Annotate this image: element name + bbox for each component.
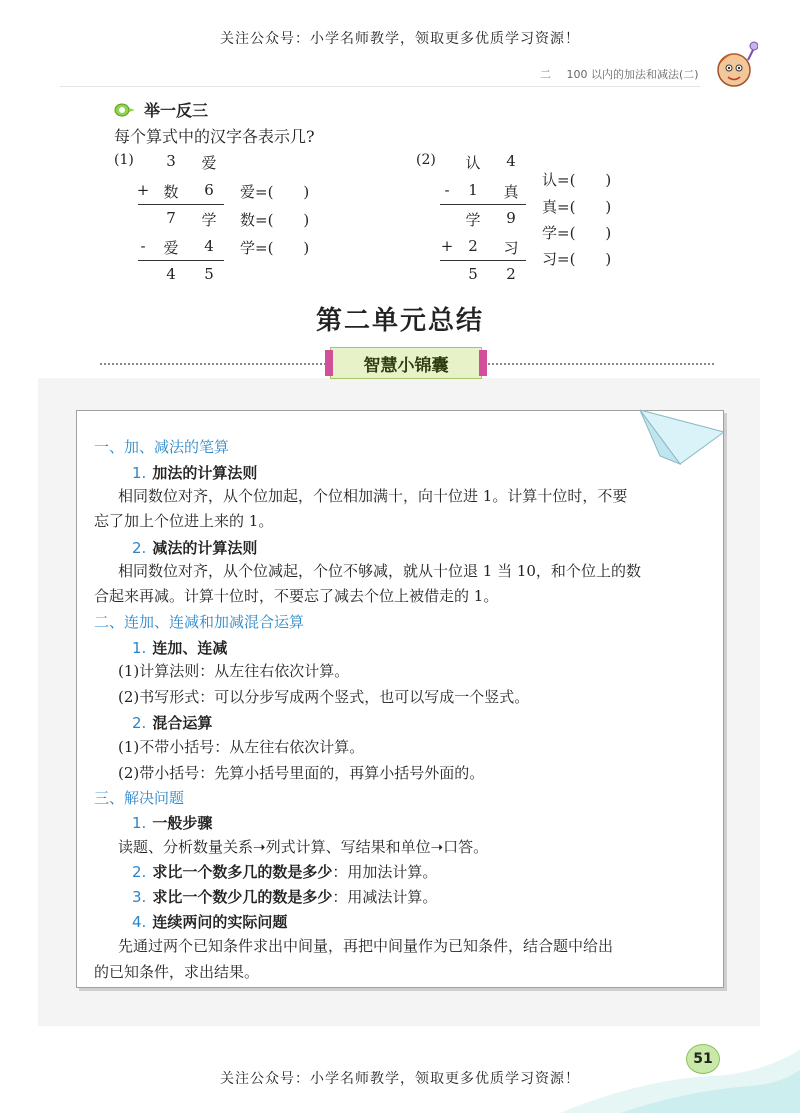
body-text: 合起来再减。计算十位时，不要忘了减去个位上被借走的 1。 [94, 587, 499, 605]
calc-cell: 9 [506, 209, 516, 227]
calc-cell: - [444, 181, 450, 199]
answer-blank[interactable]: 习=( ) [542, 250, 612, 268]
calc-cell: 4 [204, 237, 214, 255]
folded-corner-icon [640, 406, 726, 466]
subsection-title: 减法的计算法则 [152, 539, 258, 557]
body-text: (2)书写形式：可以分步写成两个竖式，也可以写成一个竖式。 [118, 688, 530, 706]
subsection-description: ：用减法计算。 [332, 888, 438, 906]
calc-cell: 2 [506, 265, 516, 283]
subsection-number: 1. [132, 464, 147, 482]
unit-summary-title: 第二单元总结 [315, 306, 484, 336]
body-text: 读题、分析数量关系➝列式计算、写结果和单位➝口答。 [118, 838, 489, 856]
calc-cell: 4 [166, 265, 176, 283]
answer-blank[interactable]: 爱=( ) [240, 183, 310, 201]
subsection-number: 4. [132, 913, 147, 931]
section-heading: 二、连加、连减和加减混合运算 [94, 613, 305, 631]
answer-blank[interactable]: 数=( ) [240, 211, 310, 229]
body-text: 相同数位对齐，从个位减起，个位不够减，就从十位退 1 当 10，和个位上的数 [118, 562, 641, 580]
exercise-header [114, 98, 208, 121]
problem-1-label: (1) [114, 152, 134, 168]
header-divider [60, 86, 700, 87]
calc-cell: 学 [201, 211, 217, 229]
answer-blank[interactable]: 学=( ) [240, 239, 310, 257]
subsection-heading [132, 637, 227, 658]
calc-cell: 5 [468, 265, 478, 283]
answer-blank[interactable]: 真=( ) [542, 198, 612, 216]
tip-banner-title: 智慧小锦囊 [363, 355, 449, 376]
calc-cell: 6 [204, 181, 214, 199]
subsection-heading [132, 911, 287, 932]
calc-divider [138, 260, 224, 261]
subsection-heading [132, 812, 212, 833]
body-text: (2)带小括号：先算小括号里面的，再算小括号外面的。 [118, 764, 485, 782]
calc-divider [440, 204, 526, 205]
banner-ribbon-left [325, 350, 333, 376]
page-number: 51 [686, 1044, 720, 1074]
calc-cell: 真 [503, 183, 519, 201]
subsection-heading [132, 861, 437, 882]
calc-divider [138, 204, 224, 205]
calc-cell: 数 [163, 183, 179, 201]
subsection-heading [132, 462, 257, 483]
section-heading: 三、解决问题 [94, 789, 185, 807]
subsection-number: 1. [132, 814, 147, 832]
calc-cell: 7 [166, 209, 176, 227]
subsection-number: 1. [132, 639, 147, 657]
calc-cell: + [440, 237, 454, 255]
chapter-header [540, 66, 699, 82]
problem-2-label: (2) [416, 152, 436, 168]
subsection-heading [132, 886, 437, 907]
calc-cell: 爱 [163, 239, 179, 257]
subsection-number: 2. [132, 863, 147, 881]
subsection-title: 连续两问的实际问题 [152, 913, 288, 931]
calc-divider [440, 260, 526, 261]
calc-cell: - [140, 237, 146, 255]
top-promo-banner: 关注公众号：小学名师教学，领取更多优质学习资源！ [220, 31, 580, 47]
body-text: (1)不带小括号：从左往右依次计算。 [118, 738, 365, 756]
subsection-title: 连加、连减 [152, 639, 228, 657]
section-heading: 一、加、减法的笔算 [94, 438, 230, 456]
dotted-divider [488, 363, 714, 365]
calc-cell: 爱 [201, 154, 217, 172]
calc-cell: 1 [468, 181, 478, 199]
subsection-title: 一般步骤 [152, 814, 213, 832]
answer-blank[interactable]: 认=( ) [542, 171, 612, 189]
mascot-icon [714, 40, 758, 90]
tip-banner [330, 347, 482, 379]
body-text: (1)计算法则：从左往右依次计算。 [118, 662, 350, 680]
bottom-promo-banner: 关注公众号：小学名师教学，领取更多优质学习资源！ [220, 1071, 580, 1087]
calc-cell: 习 [503, 239, 519, 257]
calc-cell: + [136, 181, 150, 199]
dotted-divider [100, 363, 326, 365]
chapter-title: 100 以内的加法和减法(二) [566, 68, 699, 81]
body-text: 先通过两个已知条件求出中间量，再把中间量作为已知条件，结合题中给出 [118, 937, 614, 955]
subsection-title: 混合运算 [152, 714, 213, 732]
exercise-title: 举一反三 [144, 101, 209, 120]
calc-cell: 学 [465, 211, 481, 229]
exercise-question: 每个算式中的汉字各表示几? [114, 127, 315, 146]
chapter-number: 二 [540, 68, 551, 81]
body-text: 的已知条件，求出结果。 [94, 963, 260, 981]
subsection-title: 求比一个数多几的数是多少 [152, 863, 333, 881]
calc-cell: 2 [468, 237, 478, 255]
answer-blank[interactable]: 学=( ) [542, 224, 612, 242]
subsection-title: 求比一个数少几的数是多少 [152, 888, 333, 906]
calc-cell: 认 [465, 154, 481, 172]
body-text: 忘了加上个位进上来的 1。 [94, 512, 274, 530]
body-text: 相同数位对齐，从个位加起，个位相加满十，向十位进 1。计算十位时，不要 [118, 487, 628, 505]
subsection-heading [132, 537, 257, 558]
subsection-description: ：用加法计算。 [332, 863, 438, 881]
subsection-number: 2. [132, 714, 147, 732]
calc-cell: 5 [204, 265, 214, 283]
subsection-number: 3. [132, 888, 147, 906]
calc-cell: 4 [506, 152, 516, 170]
subsection-title: 加法的计算法则 [152, 464, 258, 482]
subsection-heading [132, 712, 212, 733]
banner-ribbon-right [479, 350, 487, 376]
calc-cell: 3 [166, 152, 176, 170]
subsection-number: 2. [132, 539, 147, 557]
lightbulb-icon [114, 103, 136, 117]
